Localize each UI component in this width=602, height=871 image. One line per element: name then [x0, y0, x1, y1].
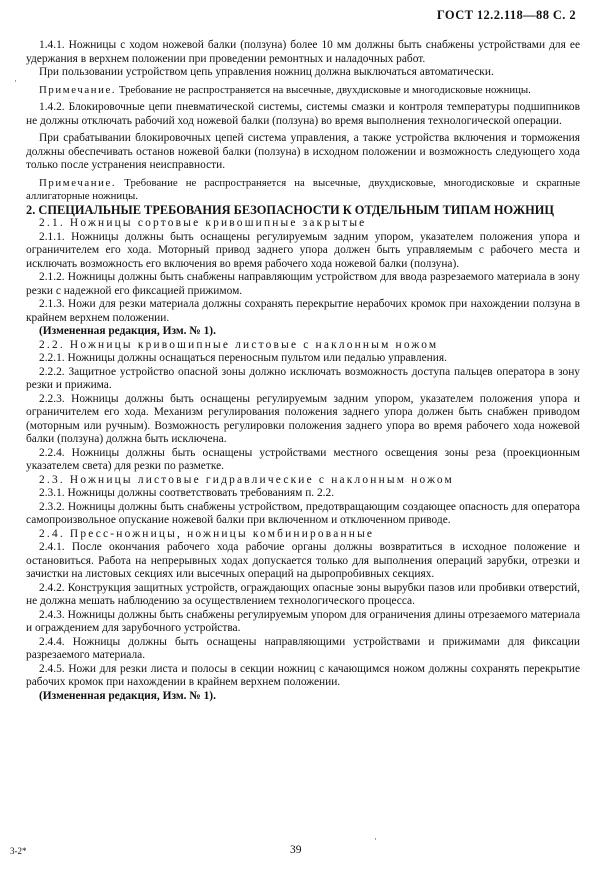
paragraph-2-1-2: 2.1.2. Ножницы должны быть снабжены направляющим устройством для ввода разрезаемого материала в зону резки с надежной его фиксацией прижимом.: [26, 271, 580, 297]
subsection-2-1-title: [26, 217, 580, 231]
amendment-note-1: (Измененная редакция, Изм. № 1).: [39, 325, 216, 337]
paragraph-2-2-2: 2.2.2. Защитное устройство опасной зоны должно исключать возможность доступа пальцев оператора в зону резки и прижима.: [26, 365, 580, 391]
paragraph-2-4-4: 2.4.4. Ножницы должны быть оснащены направляющими устройствами и прижимами для фиксации разрезаемого материала.: [26, 635, 580, 661]
amendment-note-2: (Измененная редакция, Изм. № 1).: [39, 689, 216, 702]
subsection-2-4-title: [26, 528, 580, 542]
note-2: [26, 177, 580, 204]
paragraph-1-4-1: 1.4.1. Ножницы с ходом ножевой балки (ползуна) более 10 мм должны быть снабжены устройствами для ее удержания в верхнем положении при проведении ремонтных и наладочных работ.: [26, 39, 580, 65]
paragraph-2-1-3: 2.1.3. Ножи для резки материала должны сохранять перекрытие нерабочих кромок при нахождении ползуна в крайнем верхнем положении.: [26, 298, 580, 324]
page-header: ГОСТ 12.2.118—88 С. 2: [436, 8, 576, 22]
note-2-text: Требование не распространяется на высечные, двухдисковые, многодисковые и скрапные аллигаторные ножницы.: [26, 176, 580, 202]
paragraph-1-4-2: 1.4.2. Блокировочные цепи пневматической системы, системы смазки и контроля температуры подшипников не должны отключать рабочий ход ножевой балки (ползуна) во время выполнения технологической операции.: [26, 101, 580, 127]
paragraph-2-3-2: 2.3.2. Ножницы должны быть снабжены устройством, предотвращающим создающее опасность для оператора самопроизвольное опускание ножевой балки при включенном и отключенном приводе.: [26, 500, 580, 526]
paragraph-2-3-1: 2.3.1. Ножницы должны соответствовать требованиям п. 2.2.: [39, 487, 335, 499]
scan-speck: ·: [374, 834, 377, 844]
subsection-2-2-title-text: 2.2. Ножницы кривошипные листовые с наклонным ножом: [39, 338, 439, 351]
note-1-label: Примечание.: [39, 83, 117, 96]
paragraph-blocking: При срабатывании блокировочных цепей система управления, а также устройства включения и торможения должны обеспечивать останов ножевой балки (ползуна) в исходном положении и возможность следующего хода только после устранения неисправности.: [26, 132, 580, 171]
scan-speck: ·: [14, 76, 17, 86]
paragraph-2-4-2: 2.4.2. Конструкция защитных устройств, ограждающих опасные зоны вырубки пазов или пробивки отверстий, не должна мешать наблюдению за осуществлением технологического процесса.: [26, 581, 580, 607]
subsection-2-2-title: [26, 339, 580, 353]
paragraph-2-4-1: 2.4.1. После окончания рабочего хода рабочие органы должны возвратиться в исходное положение и остановиться. Работа на непрерывных ходах допускается только для выполнения операций зарубки, отрезки и зачистки на листовых секциях или высечных операций на дыропробивных секциях.: [26, 541, 580, 580]
section-2-heading: 2. СПЕЦИАЛЬНЫЕ ТРЕБОВАНИЯ БЕЗОПАСНОСТИ К ОТДЕЛЬНЫМ ТИПАМ НОЖНИЦ: [26, 202, 554, 217]
paragraph-2-1-1: 2.1.1. Ножницы должны быть оснащены регулируемым задним упором, указателем положения упора и ограничителем его хода. Моторный привод заднего упора должен быть управляемым с рабочего места и исключать возможность его включения во время рабочего хода ножевой балки (ползуна).: [26, 230, 580, 270]
paragraph-2-4-3: 2.4.3. Ножницы должны быть снабжены регулируемым упором для ограничения длины отрезаемого материала и ограждением для зарубочного устройства.: [26, 608, 580, 634]
document-body: [26, 39, 580, 703]
paragraph-2-2-1: 2.2.1. Ножницы должны оснащаться переносным пультом или педалью управления.: [39, 352, 447, 364]
page-number: 39: [290, 844, 302, 856]
paragraph-2-4-5: 2.4.5. Ножи для резки листа и полосы в секции ножниц с качающимся ножом должны сохранять перекрытие рабочих кромок при нахождении в крайнем верхнем положении.: [26, 662, 580, 688]
subsection-2-4-title-text: 2.4. Пресс-ножницы, ножницы комбинированные: [39, 527, 375, 540]
paragraph-auto-off: При пользовании устройством цепь управления ножниц должна выключаться автоматически.: [39, 66, 494, 78]
paragraph-2-2-4: 2.2.4. Ножницы должны быть оснащены устройствами местного освещения зоны реза (проекционным указателем света) для резки по разметке.: [26, 446, 580, 472]
note-1: [26, 84, 580, 98]
note-1-text: Требование не распространяется на высечные, двухдисковые и многодисковые ножницы.: [118, 83, 531, 96]
signature-mark: 3-2*: [10, 846, 27, 856]
subsection-2-1-title-text: 2.1. Ножницы сортовые кривошипные закрытые: [39, 217, 367, 229]
subsection-2-3-title: [26, 474, 580, 488]
subsection-2-3-title-text: 2.3. Ножницы листовые гидравлические с наклонным ножом: [39, 473, 454, 486]
paragraph-2-2-3: 2.2.3. Ножницы должны быть оснащены регулируемым задним упором, указателем положения упора и ограничителем его хода. Механизм регулирования положения заднего упора должен быть снабжен приводом (моторным или ручным). Возможность регулировки положения заднего упора во время рабочего хода ножевой балки (ползуна) должна быть исключена.: [26, 392, 580, 445]
note-2-label: Примечание.: [39, 176, 117, 189]
page-footer: [0, 846, 602, 860]
